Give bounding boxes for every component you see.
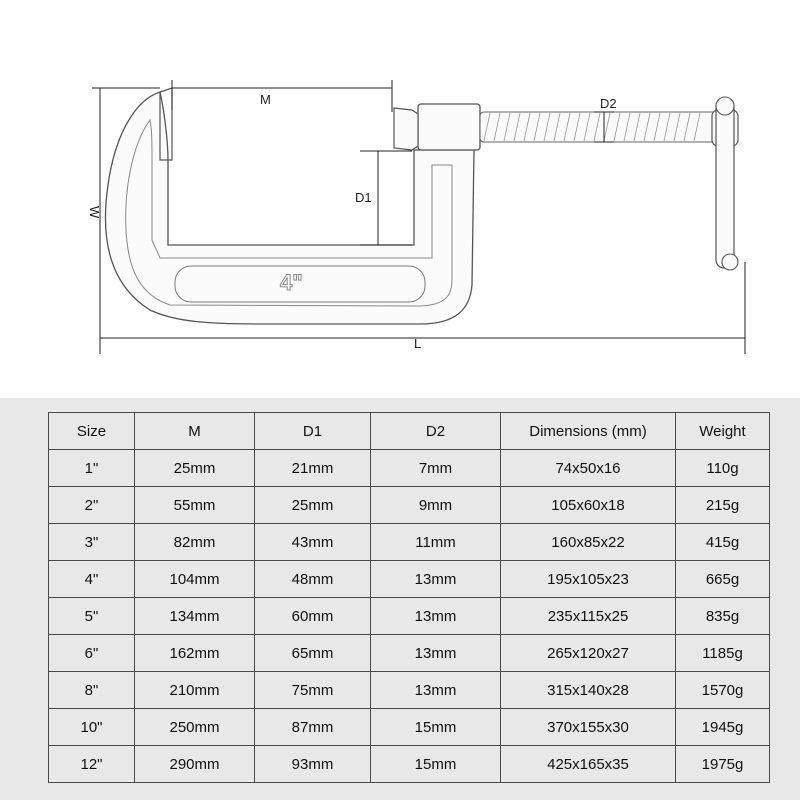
cell-d2: 13mm [371, 672, 501, 709]
clamp-screw-housing [418, 104, 480, 150]
cell-dimensions: 74x50x16 [501, 450, 676, 487]
cell-m: 82mm [135, 524, 255, 561]
clamp-sketch [0, 0, 800, 398]
table-row [49, 709, 770, 746]
cell-d2: 15mm [371, 746, 501, 783]
header-d2: D2 [371, 413, 501, 450]
cell-weight: 1945g [676, 709, 770, 746]
cell-size: 6" [49, 635, 135, 672]
cell-d2: 11mm [371, 524, 501, 561]
cell-weight: 110g [676, 450, 770, 487]
cell-size: 3" [49, 524, 135, 561]
header-dimensions: Dimensions (mm) [501, 413, 676, 450]
cell-d2: 9mm [371, 487, 501, 524]
header-d1: D1 [255, 413, 371, 450]
cell-d1: 25mm [255, 487, 371, 524]
table-row [49, 450, 770, 487]
clamp-swivel-pad [394, 108, 418, 150]
cell-d1: 21mm [255, 450, 371, 487]
cell-size: 2" [49, 487, 135, 524]
cell-m: 25mm [135, 450, 255, 487]
cell-weight: 835g [676, 598, 770, 635]
clamp-threaded-screw [480, 112, 720, 142]
cell-dimensions: 105x60x18 [501, 487, 676, 524]
cell-d2: 13mm [371, 561, 501, 598]
clamp-diagram [0, 0, 800, 398]
table-row [49, 524, 770, 561]
cell-m: 250mm [135, 709, 255, 746]
cell-d2: 13mm [371, 598, 501, 635]
cell-dimensions: 235x115x25 [501, 598, 676, 635]
spec-table-panel [0, 398, 800, 800]
cell-m: 134mm [135, 598, 255, 635]
spec-table [48, 412, 770, 783]
cell-size: 5" [49, 598, 135, 635]
header-weight: Weight [676, 413, 770, 450]
cell-weight: 665g [676, 561, 770, 598]
cell-dimensions: 315x140x28 [501, 672, 676, 709]
cell-size: 12" [49, 746, 135, 783]
table-row [49, 672, 770, 709]
cell-m: 55mm [135, 487, 255, 524]
cell-m: 290mm [135, 746, 255, 783]
cell-m: 162mm [135, 635, 255, 672]
cell-size: 8" [49, 672, 135, 709]
cell-m: 104mm [135, 561, 255, 598]
table-row [49, 598, 770, 635]
clamp-handle-knob-bottom [722, 254, 738, 270]
dimension-label-d2: D2 [600, 96, 617, 111]
cell-weight: 1570g [676, 672, 770, 709]
cell-d2: 7mm [371, 450, 501, 487]
header-size: Size [49, 413, 135, 450]
dimension-label-d1: D1 [355, 190, 372, 205]
cell-d1: 65mm [255, 635, 371, 672]
cell-weight: 215g [676, 487, 770, 524]
cell-d1: 48mm [255, 561, 371, 598]
cell-d1: 87mm [255, 709, 371, 746]
table-row [49, 635, 770, 672]
clamp-engraving: 4" [280, 270, 303, 295]
dimension-label-l: L [414, 336, 422, 351]
cell-d2: 13mm [371, 635, 501, 672]
cell-weight: 1185g [676, 635, 770, 672]
cell-dimensions: 370x155x30 [501, 709, 676, 746]
dimension-label-m: M [260, 92, 271, 107]
cell-d1: 60mm [255, 598, 371, 635]
cell-weight: 415g [676, 524, 770, 561]
cell-weight: 1975g [676, 746, 770, 783]
cell-size: 4" [49, 561, 135, 598]
cell-dimensions: 265x120x27 [501, 635, 676, 672]
dimension-label-w: W [87, 206, 102, 219]
cell-dimensions: 425x165x35 [501, 746, 676, 783]
cell-m: 210mm [135, 672, 255, 709]
spec-table-body [49, 450, 770, 783]
cell-d1: 43mm [255, 524, 371, 561]
header-m: M [135, 413, 255, 450]
cell-size: 10" [49, 709, 135, 746]
table-row [49, 561, 770, 598]
cell-d1: 75mm [255, 672, 371, 709]
clamp-handle-bar [716, 98, 734, 268]
spec-table-header-row [49, 413, 770, 450]
cell-d1: 93mm [255, 746, 371, 783]
cell-dimensions: 160x85x22 [501, 524, 676, 561]
table-row [49, 746, 770, 783]
clamp-handle-knob-top [716, 97, 734, 115]
cell-dimensions: 195x105x23 [501, 561, 676, 598]
table-row [49, 487, 770, 524]
cell-size: 1" [49, 450, 135, 487]
cell-d2: 15mm [371, 709, 501, 746]
